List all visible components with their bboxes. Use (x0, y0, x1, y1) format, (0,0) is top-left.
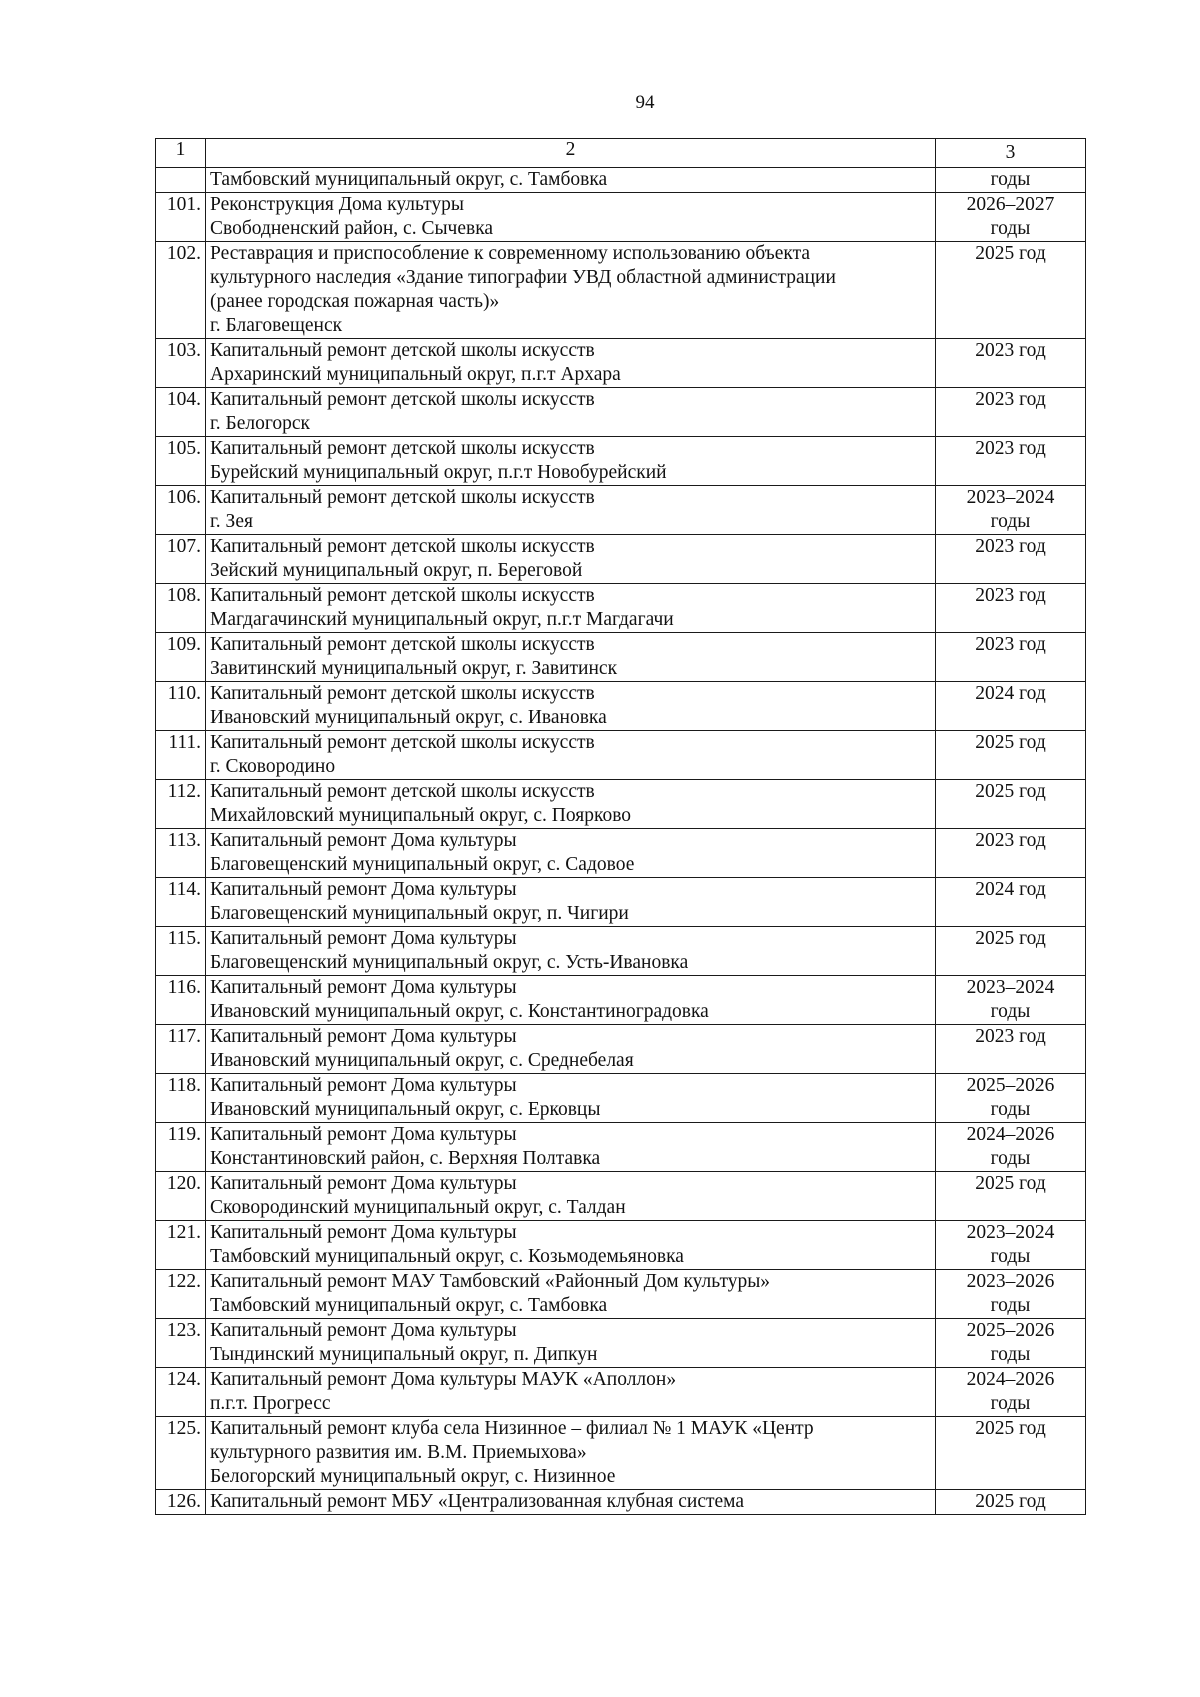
row-description (206, 1319, 936, 1368)
table-row (156, 1368, 1086, 1417)
row-period (936, 388, 1086, 437)
period-line: годы (990, 1246, 1031, 1267)
period-line: 2023–2024 (966, 1222, 1055, 1243)
period-line: 2023 год (975, 438, 1046, 459)
row-period (936, 878, 1086, 927)
projects-table (155, 138, 1086, 1515)
row-period (936, 1319, 1086, 1368)
description-line: Тындинский муниципальный округ, п. Дипкун (210, 1344, 598, 1365)
row-period (936, 168, 1086, 193)
row-number: 121. (156, 1221, 206, 1270)
row-description (206, 339, 936, 388)
row-description (206, 927, 936, 976)
period-line: годы (990, 1295, 1031, 1316)
row-number: 106. (156, 486, 206, 535)
row-period (936, 1417, 1086, 1490)
description-line: Капитальный ремонт детской школы искусств (210, 683, 595, 704)
description-line: Капитальный ремонт МБУ «Централизованная клубная система (210, 1491, 745, 1512)
description-line: Капитальный ремонт Дома культуры (210, 879, 517, 900)
row-description (206, 242, 936, 339)
row-period (936, 1490, 1086, 1515)
row-number: 104. (156, 388, 206, 437)
description-line: Капитальный ремонт детской школы искусств (210, 340, 595, 361)
row-number: 103. (156, 339, 206, 388)
period-line: 2024–2026 (966, 1369, 1055, 1390)
row-description (206, 731, 936, 780)
table-row (156, 1490, 1086, 1515)
table-row (156, 633, 1086, 682)
description-line: Тамбовский муниципальный округ, с. Тамбовка (210, 1295, 608, 1316)
row-number: 108. (156, 584, 206, 633)
description-line: Константиновский район, с. Верхняя Полтавка (210, 1148, 601, 1169)
period-line: 2023 год (975, 830, 1046, 851)
period-line: 2023 год (975, 536, 1046, 557)
row-number: 123. (156, 1319, 206, 1368)
description-line: Ивановский муниципальный округ, с. Ивановка (210, 707, 607, 728)
column-header-3: 3 (936, 139, 1086, 168)
table-row (156, 976, 1086, 1025)
table-row (156, 1270, 1086, 1319)
period-line: 2025 год (975, 1491, 1046, 1512)
period-line: годы (990, 1148, 1031, 1169)
row-number: 122. (156, 1270, 206, 1319)
row-number (156, 168, 206, 193)
row-period (936, 976, 1086, 1025)
description-line: Тамбовский муниципальный округ, с. Тамбовка (210, 169, 608, 190)
description-line: Архаринский муниципальный округ, п.г.т Архара (210, 364, 621, 385)
description-line: Реставрация и приспособление к современному использованию объекта (210, 243, 811, 264)
row-number: 118. (156, 1074, 206, 1123)
row-number: 119. (156, 1123, 206, 1172)
row-period (936, 1368, 1086, 1417)
description-line: Капитальный ремонт детской школы искусств (210, 585, 595, 606)
description-line: Бурейский муниципальный округ, п.г.т Новобурейский (210, 462, 667, 483)
table-row (156, 1172, 1086, 1221)
description-line: Капитальный ремонт Дома культуры (210, 830, 517, 851)
period-line: 2025 год (975, 732, 1046, 753)
table-row (156, 486, 1086, 535)
description-line: Капитальный ремонт МАУ Тамбовский «Районный Дом культуры» (210, 1271, 771, 1292)
row-period (936, 242, 1086, 339)
description-line: Капитальный ремонт детской школы искусств (210, 487, 595, 508)
table-row (156, 682, 1086, 731)
row-number: 125. (156, 1417, 206, 1490)
period-line: 2025–2026 (966, 1075, 1055, 1096)
row-period (936, 1123, 1086, 1172)
row-description (206, 584, 936, 633)
row-description (206, 878, 936, 927)
period-line: 2024–2026 (966, 1124, 1055, 1145)
description-line: Тамбовский муниципальный округ, с. Козьмодемьяновка (210, 1246, 684, 1267)
period-line: 2023–2026 (966, 1271, 1055, 1292)
description-line: Капитальный ремонт Дома культуры (210, 1173, 517, 1194)
row-description (206, 1221, 936, 1270)
row-description (206, 1368, 936, 1417)
description-line: г. Сковородино (210, 756, 336, 777)
table-header-row (156, 139, 1086, 168)
period-line: годы (990, 1344, 1031, 1365)
row-number: 114. (156, 878, 206, 927)
table-row (156, 584, 1086, 633)
description-line: Реконструкция Дома культуры (210, 194, 465, 215)
description-line: Магдагачинский муниципальный округ, п.г.т Магдагачи (210, 609, 674, 630)
row-description (206, 1025, 936, 1074)
description-line: Капитальный ремонт Дома культуры (210, 1320, 517, 1341)
column-header-1: 1 (156, 139, 206, 168)
row-period (936, 731, 1086, 780)
row-number: 120. (156, 1172, 206, 1221)
table-row (156, 927, 1086, 976)
row-period (936, 486, 1086, 535)
row-period (936, 535, 1086, 584)
period-line: 2023–2024 (966, 487, 1055, 508)
description-line: Капитальный ремонт детской школы искусств (210, 438, 595, 459)
description-line: Благовещенский муниципальный округ, п. Чигири (210, 903, 629, 924)
description-line: Зейский муниципальный округ, п. Береговой (210, 560, 583, 581)
row-period (936, 339, 1086, 388)
table-row (156, 193, 1086, 242)
row-period (936, 193, 1086, 242)
description-line: Капитальный ремонт Дома культуры МАУК «Аполлон» (210, 1369, 677, 1390)
description-line: Капитальный ремонт Дома культуры (210, 1075, 517, 1096)
table-row (156, 1417, 1086, 1490)
row-description (206, 486, 936, 535)
table-row (156, 1025, 1086, 1074)
row-description (206, 1270, 936, 1319)
period-line: 2023–2024 (966, 977, 1055, 998)
description-line: Капитальный ремонт Дома культуры (210, 928, 517, 949)
table-row (156, 731, 1086, 780)
description-line: Капитальный ремонт клуба села Низинное – филиал № 1 МАУК «Центр (210, 1418, 814, 1439)
page-number: 94 (635, 92, 655, 113)
row-description (206, 437, 936, 486)
description-line: Михайловский муниципальный округ, с. Поярково (210, 805, 632, 826)
row-description (206, 193, 936, 242)
row-number: 113. (156, 829, 206, 878)
row-period (936, 437, 1086, 486)
period-line: годы (990, 1001, 1031, 1022)
description-line: (ранее городская пожарная часть)» (210, 291, 500, 312)
description-line: г. Белогорск (210, 413, 311, 434)
description-line: Благовещенский муниципальный округ, с. Садовое (210, 854, 635, 875)
description-line: Сковородинский муниципальный округ, с. Талдан (210, 1197, 626, 1218)
period-line: 2024 год (975, 879, 1046, 900)
row-number: 111. (156, 731, 206, 780)
row-number: 116. (156, 976, 206, 1025)
row-description (206, 168, 936, 193)
row-number: 101. (156, 193, 206, 242)
column-header-2: 2 (206, 139, 936, 168)
description-line: Ивановский муниципальный округ, с. Ерковцы (210, 1099, 601, 1120)
description-line: Капитальный ремонт Дома культуры (210, 1124, 517, 1145)
table-row (156, 1319, 1086, 1368)
table-row (156, 1074, 1086, 1123)
table-row (156, 168, 1086, 193)
table-row (156, 535, 1086, 584)
row-description (206, 682, 936, 731)
description-line: Капитальный ремонт детской школы искусств (210, 781, 595, 802)
row-description (206, 1172, 936, 1221)
description-line: Свободненский район, с. Сычевка (210, 218, 494, 239)
period-line: 2023 год (975, 585, 1046, 606)
period-line: 2025 год (975, 1173, 1046, 1194)
table-row (156, 1123, 1086, 1172)
period-line: 2026–2027 (966, 194, 1055, 215)
table-row (156, 242, 1086, 339)
row-period (936, 829, 1086, 878)
row-description (206, 1417, 936, 1490)
description-line: Капитальный ремонт детской школы искусств (210, 536, 595, 557)
table-row (156, 780, 1086, 829)
row-number: 124. (156, 1368, 206, 1417)
table-row (156, 1221, 1086, 1270)
row-number: 109. (156, 633, 206, 682)
period-line: 2025–2026 (966, 1320, 1055, 1341)
description-line: Завитинский муниципальный округ, г. Завитинск (210, 658, 618, 679)
row-number: 112. (156, 780, 206, 829)
row-number: 102. (156, 242, 206, 339)
period-line: годы (990, 511, 1031, 532)
row-period (936, 584, 1086, 633)
description-line: Капитальный ремонт детской школы искусств (210, 634, 595, 655)
row-description (206, 388, 936, 437)
row-description (206, 535, 936, 584)
table-row (156, 829, 1086, 878)
period-line: 2025 год (975, 243, 1046, 264)
row-period (936, 633, 1086, 682)
row-description (206, 1490, 936, 1515)
row-description (206, 1123, 936, 1172)
table-row (156, 388, 1086, 437)
row-description (206, 1074, 936, 1123)
description-line: Капитальный ремонт Дома культуры (210, 1222, 517, 1243)
period-line: 2023 год (975, 340, 1046, 361)
table-row (156, 437, 1086, 486)
row-number: 115. (156, 927, 206, 976)
period-line: 2025 год (975, 781, 1046, 802)
row-period (936, 682, 1086, 731)
period-line: 2025 год (975, 928, 1046, 949)
row-description (206, 976, 936, 1025)
row-number: 105. (156, 437, 206, 486)
period-line: 2025 год (975, 1418, 1046, 1439)
table-row (156, 878, 1086, 927)
period-line: годы (990, 1099, 1031, 1120)
row-period (936, 780, 1086, 829)
description-line: Ивановский муниципальный округ, с. Среднебелая (210, 1050, 634, 1071)
table-row (156, 339, 1086, 388)
description-line: Капитальный ремонт детской школы искусств (210, 732, 595, 753)
row-number: 126. (156, 1490, 206, 1515)
description-line: Белогорский муниципальный округ, с. Низинное (210, 1466, 616, 1487)
row-description (206, 829, 936, 878)
description-line: Ивановский муниципальный округ, с. Константиноградовка (210, 1001, 709, 1022)
row-number: 117. (156, 1025, 206, 1074)
description-line: Капитальный ремонт Дома культуры (210, 977, 517, 998)
row-period (936, 1221, 1086, 1270)
row-period (936, 1074, 1086, 1123)
period-line: годы (990, 218, 1031, 239)
period-line: 2023 год (975, 634, 1046, 655)
row-description (206, 633, 936, 682)
period-line: 2023 год (975, 389, 1046, 410)
period-line: 2024 год (975, 683, 1046, 704)
period-line: 2023 год (975, 1026, 1046, 1047)
row-description (206, 780, 936, 829)
description-line: п.г.т. Прогресс (210, 1393, 331, 1414)
row-period (936, 1172, 1086, 1221)
row-number: 107. (156, 535, 206, 584)
period-line: годы (990, 169, 1031, 190)
description-line: г. Благовещенск (210, 315, 343, 336)
row-period (936, 927, 1086, 976)
period-line: годы (990, 1393, 1031, 1414)
description-line: культурного наследия «Здание типографии УВД областной администрации (210, 267, 836, 288)
row-period (936, 1025, 1086, 1074)
row-number: 110. (156, 682, 206, 731)
description-line: культурного развития им. В.М. Приемыхова» (210, 1442, 587, 1463)
description-line: Капитальный ремонт детской школы искусств (210, 389, 595, 410)
description-line: г. Зея (210, 511, 253, 532)
description-line: Капитальный ремонт Дома культуры (210, 1026, 517, 1047)
row-period (936, 1270, 1086, 1319)
description-line: Благовещенский муниципальный округ, с. Усть-Ивановка (210, 952, 689, 973)
table-body (156, 168, 1086, 1515)
